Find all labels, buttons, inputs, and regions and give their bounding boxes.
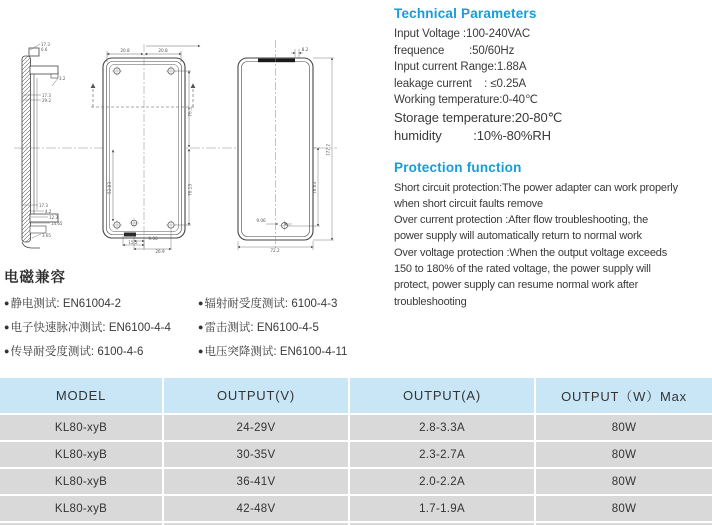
vent-slot (258, 59, 295, 63)
output-spec-table (0, 378, 712, 525)
protection-function-section (394, 160, 712, 310)
bullet-icon: ● (4, 298, 10, 308)
bullet-icon: ● (4, 346, 10, 356)
emc-item-conducted (4, 345, 198, 359)
dim-label: 76.3 (187, 107, 193, 117)
dim-label: 26.9 (155, 249, 165, 254)
dim-label: 14.65 (51, 221, 63, 226)
emc-test-list (4, 297, 389, 359)
param-frequence: frequence :50/60Hz (394, 44, 515, 57)
bullet-icon: ● (4, 322, 10, 332)
param-storage-temperature: Storage temperature:20-80℃ (394, 109, 563, 125)
right-text-column (394, 6, 712, 310)
dim-label: 9.06 (256, 218, 266, 223)
dim-label: 29.2 (42, 98, 51, 103)
param-input-voltage: Input Voltage :100-240VAC (394, 28, 531, 40)
technical-parameters-title: Technical Parameters (394, 6, 537, 21)
emc-item-label: 静电测试: EN61004-2 (10, 298, 122, 310)
bullet-icon: ● (198, 322, 204, 332)
table-cell-model: KL80-xyB (0, 469, 162, 494)
table-cell-model: KL80-xyB (0, 442, 162, 467)
table-cell-output-v: 30-35V (164, 442, 348, 467)
dim-label: 17.3 (39, 203, 48, 208)
bullet-icon: ● (198, 298, 204, 308)
front-view-drawing (238, 40, 334, 253)
param-leakage-current: leakage current : ≤0.25A (394, 77, 527, 90)
table-cell-output-v: 42-48V (164, 496, 348, 521)
dim-label: 76.13 (187, 184, 193, 196)
back-view-drawing (91, 44, 200, 254)
side-view-drawing (22, 42, 66, 248)
table-cell-output-a: 2.8-3.3A (350, 415, 534, 440)
emc-title: 电磁兼容 (4, 270, 66, 286)
emc-item-surge (198, 321, 389, 335)
protection-text-line: 150 to 180% of the rated voltage, the power supply will (394, 262, 651, 275)
param-working-temperature: Working temperature:0-40℃ (394, 94, 538, 106)
emc-item-label: 传导耐受度测试: 6100-4-6 (10, 346, 144, 358)
emc-item-label: 电子快速脉冲测试: EN6100-4-4 (10, 322, 171, 334)
table-cell-model: KL80-xyB (0, 415, 162, 440)
dim-label: 3.65 (42, 233, 51, 238)
dim-label: 15.2 (128, 240, 138, 245)
emc-item-label: 雷击测试: EN6100-4-5 (204, 322, 319, 334)
dim-label: 20.8 (158, 48, 168, 53)
dim-label: 8.2 (301, 47, 309, 52)
column-header-output-w: OUTPUT（W）Max (536, 378, 712, 413)
table-cell-output-a: 2.0-2.2A (350, 469, 534, 494)
table-cell-output-w: 80W (536, 415, 712, 440)
dim-label: 4.2 (45, 209, 52, 214)
dim-label: 76.63 (312, 182, 317, 194)
protection-text-line: when short circuit faults remove (394, 197, 543, 210)
table-cell-output-w: 80W (536, 469, 712, 494)
dim-label: 52.03 (107, 182, 112, 194)
dim-label: 72.2 (270, 248, 280, 253)
dim-label: 17.3 (41, 42, 50, 47)
column-header-output-a: OUTPUT(A) (350, 378, 534, 413)
emc-section (4, 266, 389, 359)
table-cell-output-v: 36-41V (164, 469, 348, 494)
protection-text-line: troubleshooting (394, 295, 467, 308)
table-cell-model: KL80-xyB (0, 496, 162, 521)
table-cell-output-v: 24-29V (164, 415, 348, 440)
emc-item-eft (4, 321, 198, 335)
dim-label: 12.3 (49, 215, 58, 220)
table-cell-output-w: 80W (536, 442, 712, 467)
dim-label: 9.06 (148, 236, 158, 241)
technical-parameters-section (394, 6, 712, 145)
protection-function-title: Protection function (394, 159, 522, 175)
dim-label: 20.8 (120, 48, 130, 53)
column-header-output-v: OUTPUT(V) (164, 378, 348, 413)
param-input-current: Input current Range:1.88A (394, 61, 527, 73)
dim-label: 3.2 (59, 76, 66, 81)
emc-item-label: 电压突降测试: EN6100-4-11 (204, 346, 348, 358)
dim-label: 172.2 (325, 144, 331, 156)
column-header-model: MODEL (0, 378, 162, 413)
technical-drawings (0, 0, 390, 262)
protection-text-line: power supply will automatically return to normal work (394, 230, 642, 243)
emc-item-radiated (198, 297, 389, 311)
protection-text-line: Short circuit protection:The power adapter can work properly (394, 181, 678, 194)
bullet-icon: ● (198, 346, 204, 356)
param-humidity: humidity :10%-80%RH (394, 127, 551, 143)
dim-label: 17.3 (42, 93, 51, 98)
table-cell-output-a: 2.3-2.7A (350, 442, 534, 467)
protection-text-line: Over voltage protection :When the output voltage exceeds (394, 246, 668, 259)
dim-label: 6.6 (41, 47, 48, 52)
protection-text-line: Over current protection :After flow troubleshooting, the (394, 214, 649, 227)
emc-item-voltage-dip (198, 345, 389, 359)
table-cell-output-w: 80W (536, 496, 712, 521)
emc-item-label: 辐射耐受度测试: 6100-4-3 (204, 298, 338, 310)
protection-text-line: protect, power supply can resume normal work after (394, 279, 639, 292)
table-cell-output-a: 1.7-1.9A (350, 496, 534, 521)
emc-item-esd (4, 297, 198, 311)
